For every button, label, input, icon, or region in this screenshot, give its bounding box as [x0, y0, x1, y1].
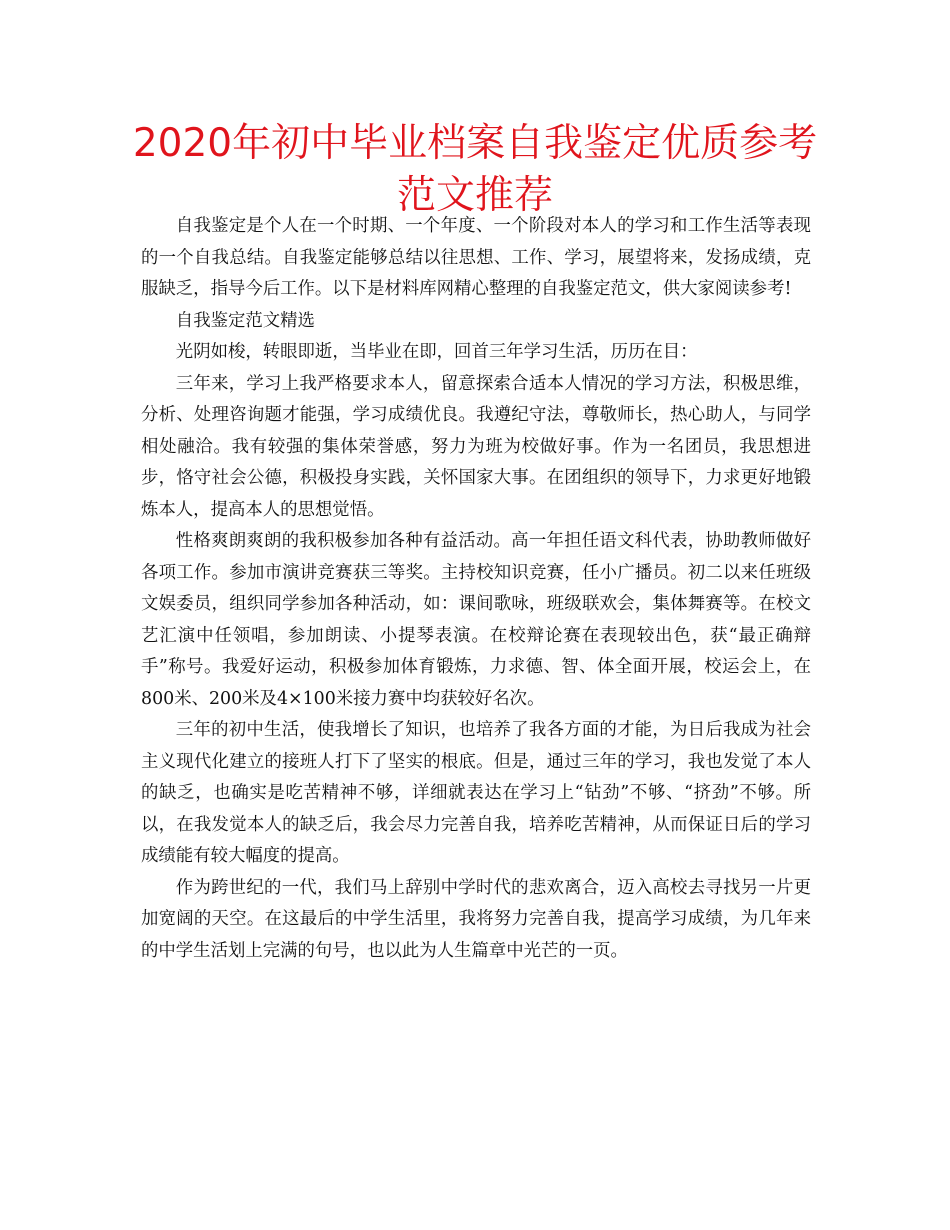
document-body: [141, 211, 811, 967]
document-title: 2020年初中毕业档案自我鉴定优质参考范文推荐: [132, 121, 818, 218]
paragraph-intro: 自我鉴定是个人在一个时期、一个年度、一个阶段对本人的学习和工作生活等表现的一个自我总结。自我鉴定能够总结以往思想、工作、学习，展望将来，发扬成绩，克服缺乏，指导今后工作。以下是材料库网精心整理的自我鉴定范文，供大家阅读参考!: [141, 216, 811, 299]
paragraph-closing: 作为跨世纪的一代，我们马上辞别中学时代的悲欢离合，迈入高校去寻找另一片更加宽阔的天空。在这最后的中学生活里，我将努力完善自我，提高学习成绩，为几年来的中学生活划上完满的句号，也以此为人生篇章中光芒的一页。: [141, 877, 811, 961]
paragraph-reflection: 三年的初中生活，使我增长了知识，也培养了我各方面的才能，为日后我成为社会主义现代化建立的接班人打下了坚实的根底。但是，通过三年的学习，我也发觉了本人的缺乏，也确实是吃苦精神不够，详细就表达在学习上“钻劲”不够、“挤劲”不够。所以，在我发觉本人的缺乏后，我会尽力完善自我，培养吃苦精神，从而保证日后的学习成绩能有较大幅度的提高。: [141, 720, 811, 866]
paragraph-section-heading: 自我鉴定范文精选: [175, 310, 315, 331]
paragraph-opening: 光阴如梭，转眼即逝，当毕业在即，回首三年学习生活，历历在目：: [175, 342, 698, 362]
paragraph-activities: 性格爽朗爽朗的我积极参加各种有益活动。高一年担任语文科代表，协助教师做好各项工作。参加市演讲竞赛获三等奖。主持校知识竞赛，任小广播员。初二以来任班级文娱委员，组织同学参加各种活动，如：课间歌咏，班级联欢会，集体舞赛等。在校文艺汇演中任领唱，参加朗读、小提琴表演。在校辩论赛在表现较出色，获“最正确辩手”称号。我爱好运动，积极参加体育锻炼，力求德、智、体全面开展，校运会上，在800米、200米及4×100米接力赛中均获较好名次。: [141, 531, 811, 709]
paragraph-study: 三年来，学习上我严格要求本人，留意探索合适本人情况的学习方法，积极思维，分析、处理咨询题才能强，学习成绩优良。我遵纪守法，尊敬师长，热心助人，与同学相处融洽。我有较强的集体荣誉感，努力为班为校做好事。作为一名团员，我思想进步，恪守社会公德，积极投身实践，关怀国家大事。在团组织的领导下，力求更好地锻炼本人，提高本人的思想觉悟。: [141, 373, 811, 520]
